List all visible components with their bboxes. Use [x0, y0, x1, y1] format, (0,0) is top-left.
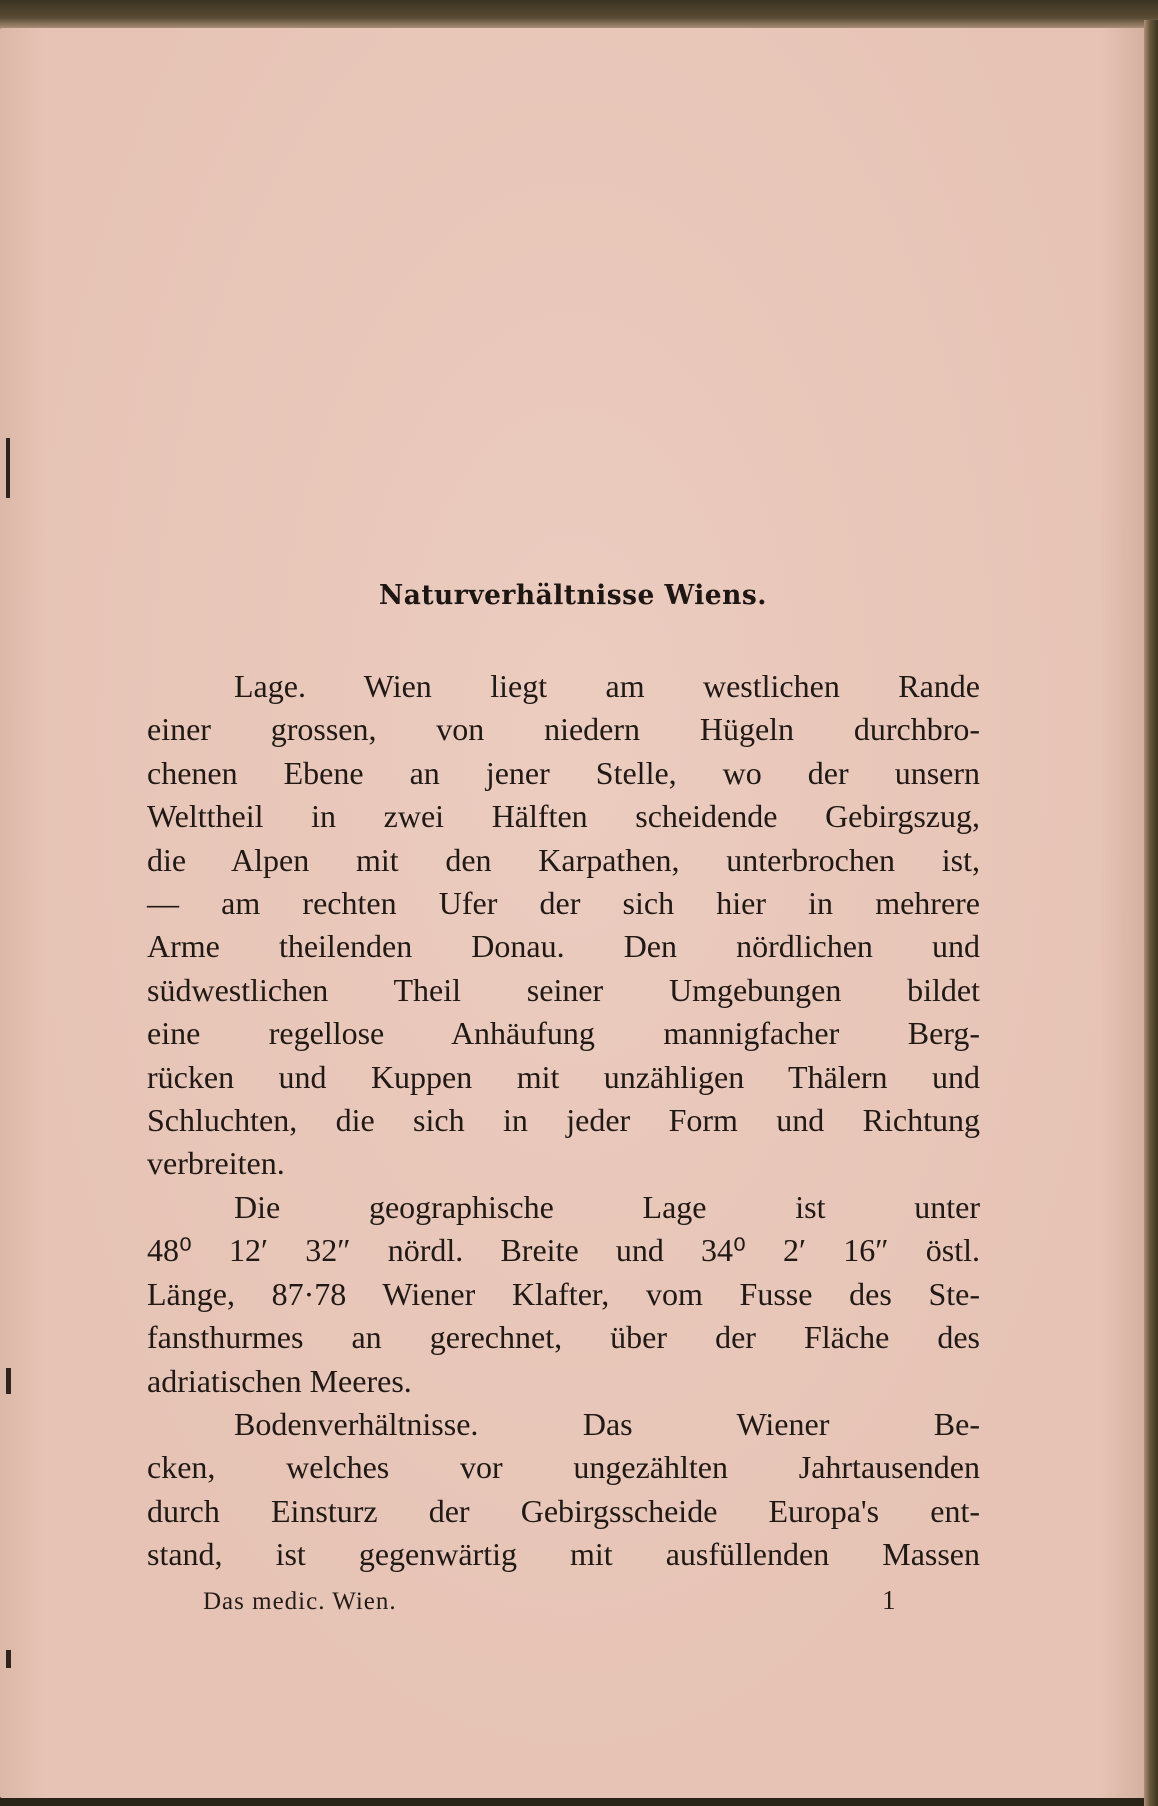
signature-mark: 1 [882, 1585, 896, 1615]
text-line: die Alpen mit den Karpathen, unterbrochen ist, [147, 841, 980, 878]
text-line: verbreiten. [147, 1145, 285, 1182]
text-line: Die geographische Lage ist unter [234, 1188, 980, 1225]
binding-mark [6, 1368, 11, 1394]
text-line: Bodenverhältnisse. Das Wiener Be- [234, 1405, 980, 1442]
body-text [147, 665, 980, 1577]
paragraph-bodenverhaeltnisse [147, 1403, 980, 1577]
text-line: Welttheil in zwei Hälften scheidende Gebirgszug, [147, 798, 980, 835]
book-right-edge [1144, 20, 1158, 1806]
text-line: Schluchten, die sich in jeder Form und Richtung [147, 1102, 980, 1139]
paragraph-lage [147, 665, 980, 1186]
binding-mark [6, 1650, 11, 1668]
text-line: stand, ist gegenwärtig mit ausfüllenden Massen [147, 1536, 980, 1573]
text-line: rücken und Kuppen mit unzähligen Thälern und [147, 1058, 980, 1095]
text-line: südwestlichen Theil seiner Umgebungen bildet [147, 971, 980, 1008]
chapter-title: Naturverhältnisse Wiens. [379, 580, 767, 612]
text-line: chenen Ebene an jener Stelle, wo der unsern [147, 754, 980, 791]
text-line: — am rechten Ufer der sich hier in mehrere [147, 885, 980, 922]
text-line: cken, welches vor ungezählten Jahrtausenden [147, 1449, 980, 1486]
book-top-edge [0, 0, 1158, 30]
text-line: adriatischen Meeres. [147, 1362, 412, 1399]
running-footer: Das medic. Wien. [203, 1588, 397, 1615]
text-line: fansthurmes an gerechnet, über der Fläche des [147, 1319, 980, 1356]
text-line: einer grossen, von niedern Hügeln durchbro- [147, 711, 980, 748]
text-line: Arme theilenden Donau. Den nördlichen und [147, 928, 980, 965]
text-line: eine regellose Anhäufung mannigfacher Berg- [147, 1015, 980, 1052]
text-line: Lage. Wien liegt am westlichen Rande [234, 668, 980, 704]
text-line: Länge, 87·78 Wiener Klafter, vom Fusse des Ste- [147, 1275, 980, 1312]
paragraph-geographische-lage [147, 1186, 980, 1403]
text-line: durch Einsturz der Gebirgsscheide Europa's ent- [147, 1492, 980, 1529]
text-line: 48⁰ 12′ 32″ nördl. Breite und 34⁰ 2′ 16″ östl. [147, 1232, 980, 1269]
binding-mark [6, 438, 10, 498]
